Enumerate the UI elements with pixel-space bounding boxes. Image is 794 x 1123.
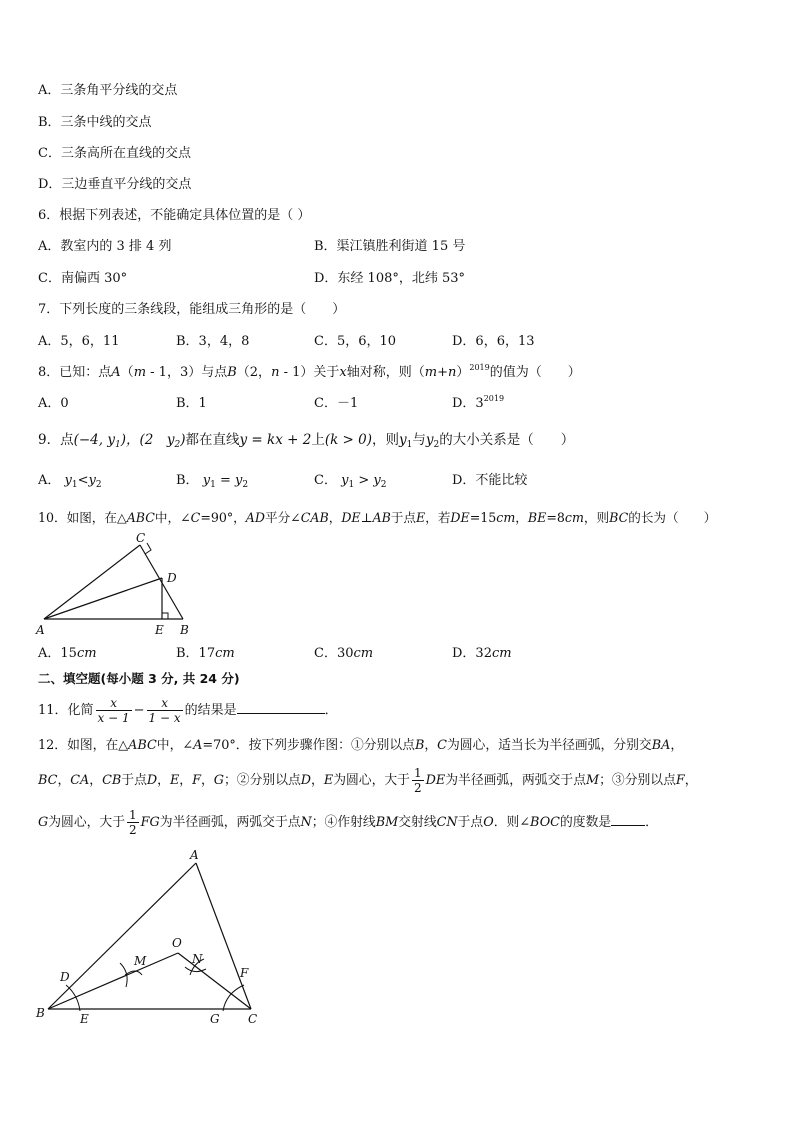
q10-stem: 10．如图，在△ABC中，∠C=90°，AD平分∠CAB，DE⊥AB于点E，若DE=15cm，BE=8cm，则BC的长为（ ） xyxy=(38,510,717,525)
answer-blank[interactable] xyxy=(237,701,325,714)
q7-option-b: B．3，4，8 xyxy=(176,334,250,349)
label-f: F xyxy=(240,966,249,980)
point-2: (2 $y_2$) xyxy=(139,432,186,450)
q7-option-d: D．6，6，13 xyxy=(452,334,535,349)
q5-option-b: B．三条中线的交点 xyxy=(38,115,152,130)
label-d: D xyxy=(60,970,70,984)
q10-option-a: A．15cm xyxy=(38,646,97,661)
q7-stem: 7．下列长度的三条线段，能组成三角形的是（ ） xyxy=(38,302,346,317)
q8-stem: 8．已知：点A（m - 1，3）与点B（2，n - 1）关于x轴对称，则$(m+n)^{2019}$的值为（ ） xyxy=(38,363,581,380)
section-2-heading: 二、填空题(每小题 3 分, 共 24 分) xyxy=(38,671,240,686)
label-o: O xyxy=(172,936,182,950)
right-angle-mark-e xyxy=(162,613,168,619)
q6-stem: 6．根据下列表述，不能确定具体位置的是（ ） xyxy=(38,208,311,223)
q6-option-a: A．教室内的 3 排 4 列 xyxy=(38,239,172,254)
q8-option-c: C．－1 xyxy=(314,396,359,411)
label-a: A xyxy=(190,848,199,862)
q7-option-a: A．5，6，11 xyxy=(38,334,120,349)
q10-triangle-figure xyxy=(30,530,210,640)
q8-option-b: B．1 xyxy=(176,396,207,411)
q7-option-c: C．5，6，10 xyxy=(314,334,397,349)
segment-ac xyxy=(44,545,140,619)
label-e: E xyxy=(155,623,164,637)
label-c: C xyxy=(248,1012,258,1026)
fraction-half-2: $\frac{1}{2}$ xyxy=(129,808,137,837)
segment-ac xyxy=(196,863,251,1009)
answer-blank-q12[interactable] xyxy=(611,813,645,826)
q9-stem: 9．点(−4, $y_1$)，(2 $y_2$)都在直线y = kx + 2上(k > 0)，则$y_1$与$y_2$的大小关系是（ ） xyxy=(38,432,575,450)
q11-stem: 11．化简 $\frac{x}{x - 1}$ − $\frac{x}{1 - x}$ 的结果是 ． xyxy=(38,696,338,725)
label-c: C xyxy=(136,531,146,545)
fraction-2: $\frac{x}{1 - x}$ xyxy=(148,696,181,725)
q9-option-d: D．不能比较 xyxy=(452,473,528,488)
q5-option-d: D．三边垂直平分线的交点 xyxy=(38,177,192,192)
q10-option-d: D．32cm xyxy=(452,646,512,661)
q6-option-d: D．东经 108°，北纬 53° xyxy=(314,271,466,286)
label-b: B xyxy=(36,1006,45,1020)
label-m: M xyxy=(134,954,147,968)
q8-option-a: A．0 xyxy=(38,396,69,411)
q9-option-a: A． $y_1<y_2$ xyxy=(38,473,102,490)
label-d: D xyxy=(167,571,177,585)
q9-option-c: C． $y_1 > y_2$ xyxy=(314,473,387,490)
label-e: E xyxy=(80,1012,89,1026)
label-g: G xyxy=(210,1012,220,1026)
label-b: B xyxy=(180,623,189,637)
q12-line-3: G为圆心，大于 $\frac{1}{2}$ FG为半径画弧，两弧交于点N；④作射线BM交射线CN于点O．则∠BOC的度数是 ． xyxy=(38,808,658,837)
fraction-half-1: $\frac{1}{2}$ xyxy=(413,766,422,795)
q6-option-c: C．南偏西 30° xyxy=(38,271,128,286)
q12-line-2: BC，CA，CB于点D，E，F，G；②分别以点D，E为圆心，大于 $\frac{1}{2}$ DE为半径画弧，两弧交于点M；③分别以点F， xyxy=(38,766,698,795)
q12-line-1: 12．如图，在△ABC中，∠A=70°．按下列步骤作图：①分别以点B，C为圆心，适当长为半径画弧，分别交BA， xyxy=(38,738,684,753)
fraction-1: $\frac{x}{x - 1}$ xyxy=(97,696,130,725)
q8-option-d: D．$3^{2019}$ xyxy=(452,394,505,411)
q5-option-c: C．三条高所在直线的交点 xyxy=(38,146,191,161)
q5-option-a: A．三条角平分线的交点 xyxy=(38,83,178,98)
q10-option-b: B．17cm xyxy=(176,646,235,661)
arc-fg xyxy=(223,985,244,1011)
q12-construction-figure xyxy=(30,845,280,1030)
point-1: (−4, $y_1$)， xyxy=(73,432,140,450)
right-angle-mark-c xyxy=(145,543,151,554)
arc-n-2 xyxy=(185,967,206,972)
segment-ad xyxy=(44,578,162,619)
label-a: A xyxy=(36,623,45,637)
q10-option-c: C．30cm xyxy=(314,646,374,661)
q9-option-b: B． $y_1 = y_2$ xyxy=(176,473,249,490)
label-n: N xyxy=(192,952,203,966)
q6-option-b: B．渠江镇胜利街道 15 号 xyxy=(314,239,466,254)
